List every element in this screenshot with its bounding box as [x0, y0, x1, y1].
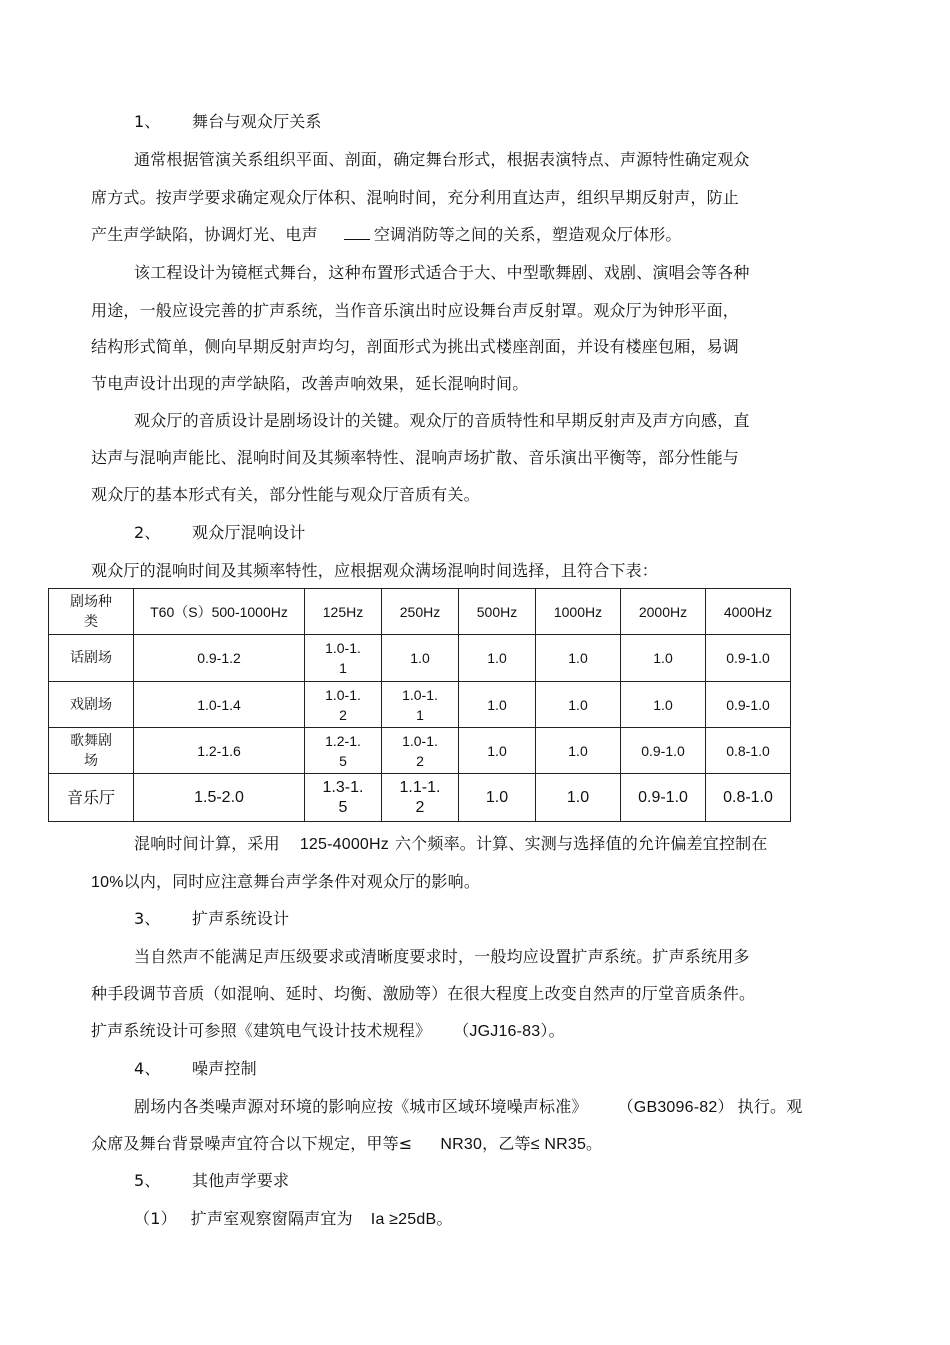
paragraph-4: 观众厅的混响时间及其频率特性，应根据观众满场混响时间选择，且符合下表： — [91, 561, 659, 580]
paragraph-1-line-3b: 空调消防等之间的关系，塑造观众厅体形。 — [373, 225, 682, 244]
c2000-cell: 0.9-1.0 — [621, 774, 706, 822]
c4000-cell: 0.9-1.0 — [706, 682, 791, 728]
c500-cell: 1.0 — [459, 774, 536, 822]
t60-cell: 1.5-2.0 — [134, 774, 305, 822]
table-header-row — [49, 589, 791, 635]
table-row — [49, 774, 791, 822]
table-row — [49, 635, 791, 682]
row-type-cell: 话剧场 — [49, 635, 134, 682]
paragraph-2-line-4: 节电声设计出现的声学缺陷，改善声响效果，延长混响时间。 — [91, 374, 529, 393]
c125-cell: 1.0-1. 2 — [305, 682, 382, 728]
paragraph-5-line-2 — [91, 872, 480, 893]
paragraph-2-line-1: 该工程设计为镜框式舞台，这种布置形式适合于大、中型歌舞剧、戏剧、演唱会等各种 — [134, 263, 750, 282]
c125-cell: 1.3-1. 5 — [305, 774, 382, 822]
paragraph-5-line-1 — [134, 834, 768, 855]
c125-cell: 1.0-1. 1 — [305, 635, 382, 682]
c1000-cell: 1.0 — [536, 682, 621, 728]
paragraph-2-line-3: 结构形式简单，侧向早期反射声均匀，剖面形式为挑出式楼座剖面，并设有楼座包厢，易调 — [91, 337, 740, 356]
paragraph-7-c: 执行。观 — [737, 1097, 803, 1116]
c4000-cell: 0.9-1.0 — [706, 635, 791, 682]
paragraph-5-b: 125-4000Hz — [299, 836, 389, 853]
c500-cell: 1.0 — [459, 635, 536, 682]
c4000-cell: 0.8-1.0 — [706, 728, 791, 774]
blank-underline — [344, 225, 370, 240]
c250-cell: 1.0-1. 2 — [382, 728, 459, 774]
section-4-number: 4、 — [134, 1059, 161, 1078]
paragraph-6-a: 扩声系统设计可参照《建筑电气设计技术规程》 — [91, 1021, 432, 1040]
paragraph-7-line-2 — [91, 1134, 602, 1155]
t60-cell: 0.9-1.2 — [134, 635, 305, 682]
c2000-cell: 1.0 — [621, 635, 706, 682]
c2000-cell: 1.0 — [621, 682, 706, 728]
c1000-cell: 1.0 — [536, 635, 621, 682]
header-cell-type: 剧场种 类 — [49, 589, 134, 635]
paragraph-6-line-1: 当自然声不能满足声压级要求或清晰度要求时，一般均应设置扩声系统。扩声系统用多 — [134, 947, 750, 966]
paragraph-8-c: Ia ≥25dB。 — [370, 1211, 453, 1228]
paragraph-1-line-1: 通常根据管演关系组织平面、剖面，确定舞台形式，根据表演特点、声源特性确定观众 — [134, 150, 750, 169]
c500-cell: 1.0 — [459, 728, 536, 774]
paragraph-8-a: （1） — [134, 1209, 177, 1228]
paragraph-1-line-3 — [91, 225, 682, 245]
paragraph-1-line-2: 席方式。按声学要求确定观众厅体积、混响时间，充分利用直达声，组织早期反射声，防止 — [91, 188, 740, 207]
header-cell-t60: T60（S）500-1000Hz — [134, 589, 305, 635]
header-cell-500: 500Hz — [459, 589, 536, 635]
paragraph-5-a: 混响时间计算，采用 — [134, 834, 280, 853]
paragraph-7-b: （GB3096-82） — [617, 1099, 734, 1116]
header-cell-250: 250Hz — [382, 589, 459, 635]
section-3-number: 3、 — [134, 909, 161, 928]
table-row — [49, 682, 791, 728]
paragraph-6-line-3 — [91, 1021, 565, 1042]
row-type-cell: 歌舞剧 场 — [49, 728, 134, 774]
c125-cell: 1.2-1. 5 — [305, 728, 382, 774]
paragraph-3-line-3: 观众厅的基本形式有关，部分性能与观众厅音质有关。 — [91, 485, 480, 504]
header-cell-2000: 2000Hz — [621, 589, 706, 635]
c500-cell: 1.0 — [459, 682, 536, 728]
paragraph-5-d: 10% — [91, 874, 124, 891]
paragraph-1-line-3a: 产生声学缺陷，协调灯光、电声 — [91, 225, 318, 244]
row-type-cell: 戏剧场 — [49, 682, 134, 728]
reverberation-table — [48, 588, 791, 822]
paragraph-3-line-1: 观众厅的音质设计是剧场设计的关键。观众厅的音质特性和早期反射声及声方向感，直 — [134, 411, 750, 430]
paragraph-7-e: NR30，乙等≤ NR35。 — [440, 1136, 603, 1153]
section-2-number: 2、 — [134, 523, 161, 542]
t60-cell: 1.0-1.4 — [134, 682, 305, 728]
section-1-title: 舞台与观众厅关系 — [192, 112, 322, 131]
c4000-cell: 0.8-1.0 — [706, 774, 791, 822]
c1000-cell: 1.0 — [536, 728, 621, 774]
paragraph-7-d: 众席及舞台背景噪声宜符合以下规定，甲等≤ — [91, 1134, 413, 1153]
section-5-number: 5、 — [134, 1171, 161, 1190]
c250-cell: 1.0 — [382, 635, 459, 682]
header-cell-125: 125Hz — [305, 589, 382, 635]
section-1-number: 1、 — [134, 112, 161, 131]
c250-cell: 1.0-1. 1 — [382, 682, 459, 728]
paragraph-2-line-2: 用途，一般应设完善的扩声系统，当作音乐演出时应设舞台声反射罩。观众厅为钟形平面， — [91, 301, 740, 320]
header-cell-1000: 1000Hz — [536, 589, 621, 635]
table-row — [49, 728, 791, 774]
paragraph-8 — [134, 1209, 453, 1230]
section-4-title: 噪声控制 — [192, 1059, 257, 1078]
c250-cell: 1.1-1. 2 — [382, 774, 459, 822]
c2000-cell: 0.9-1.0 — [621, 728, 706, 774]
paragraph-8-b: 扩声室观察窗隔声宜为 — [190, 1209, 353, 1228]
paragraph-7-a: 剧场内各类噪声源对环境的影响应按《城市区域环境噪声标准》 — [134, 1097, 588, 1116]
row-type-cell: 音乐厅 — [49, 774, 134, 822]
paragraph-7-line-1 — [134, 1097, 802, 1118]
t60-cell: 1.2-1.6 — [134, 728, 305, 774]
section-5-title: 其他声学要求 — [192, 1171, 290, 1190]
section-2-title: 观众厅混响设计 — [192, 523, 306, 542]
paragraph-6-line-2: 种手段调节音质（如混响、延时、均衡、激励等）在很大程度上改变自然声的厅堂音质条件。 — [91, 984, 756, 1003]
c1000-cell: 1.0 — [536, 774, 621, 822]
section-3-title: 扩声系统设计 — [192, 909, 290, 928]
paragraph-5-e: 以内，同时应注意舞台声学条件对观众厅的影响。 — [123, 872, 481, 891]
paragraph-6-b: （JGJ16-83）。 — [453, 1023, 565, 1040]
paragraph-3-line-2: 达声与混响声能比、混响时间及其频率特性、混响声场扩散、音乐演出平衡等，部分性能与 — [91, 448, 740, 467]
header-cell-4000: 4000Hz — [706, 589, 791, 635]
paragraph-5-c: 六个频率。计算、实测与选择值的允许偏差宜控制在 — [394, 834, 768, 853]
